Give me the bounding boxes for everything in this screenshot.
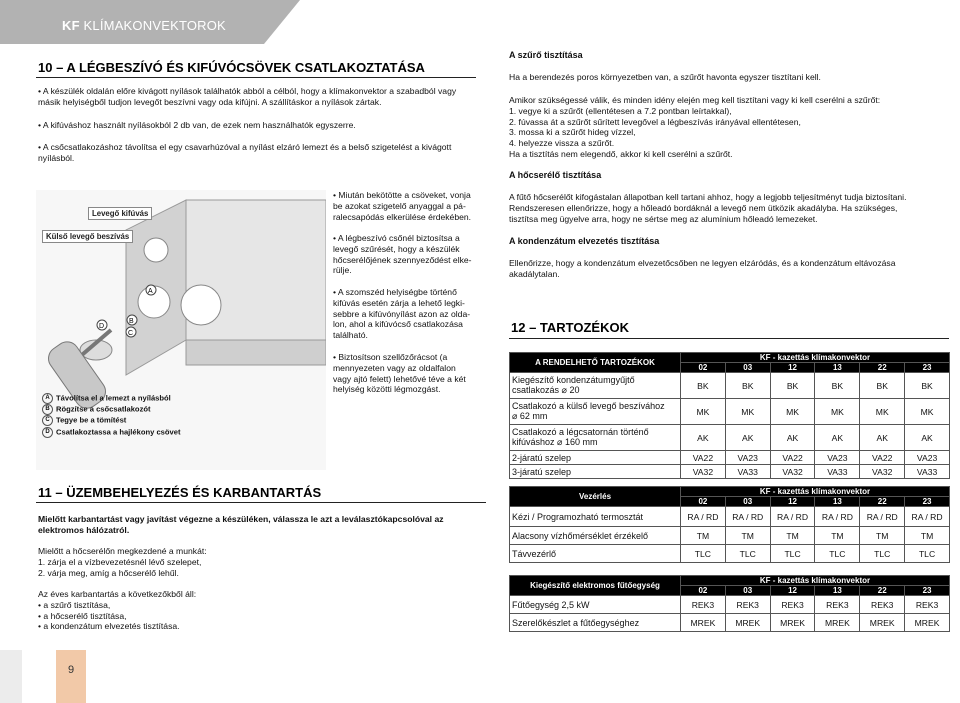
size-col: 22	[860, 363, 905, 373]
cond-text: Ellenőrizze, hogy a kondenzátum elvezetőcsőben ne legyen elzáródás, és a kondenzátum eltávozása akadálytalan.	[509, 258, 896, 279]
legend-key: A	[42, 393, 53, 404]
size-col: 02	[681, 363, 726, 373]
section-10-title: 10 – A LÉGBESZÍVÓ ÉS KIFÚVÓCSÖVEK CSATLAKOZTATÁSA	[38, 60, 425, 75]
svg-text:D: D	[99, 323, 105, 330]
cond-title: A kondenzátum elvezetés tisztítása	[509, 236, 660, 246]
legend-item	[42, 404, 181, 415]
table-row: Távvezérlő TLC TLC TLC TLC TLC TLC	[510, 545, 950, 563]
page-number: 9	[67, 664, 75, 676]
s11-annual-maintenance: Az éves karbantartás a következőkből áll: • a szűrő tisztítása, • a hőcserélő tisztítása, • a kondenzátum elvezetés tisztítása.	[38, 589, 197, 632]
row-label: 2-járatú szelep	[510, 451, 681, 465]
size-col: 13	[815, 363, 860, 373]
row-label: 3-járatú szelep	[510, 465, 681, 479]
section-12-rule	[509, 338, 949, 339]
table-title: A RENDELHETŐ TARTOZÉKOK	[510, 353, 681, 373]
legend-text: Rögzítse a csőcsatlakozót	[56, 404, 151, 414]
table-title: Vezérlés	[510, 487, 681, 507]
page-number-box	[56, 650, 86, 703]
svg-text:B: B	[129, 318, 134, 325]
s10-bullet-2: • A kifúváshoz használt nyílásokból 2 db van, de ezek nem használhatók egyszerre.	[38, 120, 356, 130]
section-11-title: 11 – ÜZEMBEHELYEZÉS ÉS KARBANTARTÁS	[38, 485, 322, 500]
size-col: 23	[905, 363, 950, 373]
size-col: 12	[770, 363, 815, 373]
mid-bullet-2: • A légbeszívó csőnél biztosítsa a levegő szűrését, hogy a készülék hőcserélőjének szennyeződést elke- rülje.	[333, 233, 472, 276]
row-label: Csatlakozó a külső levegő beszívához ⌀ 62 mm	[510, 399, 681, 425]
legend-text: Tegye be a tömítést	[56, 415, 127, 425]
accessories-table	[509, 352, 950, 479]
model-header: KF - kazettás klímakonvektor	[681, 576, 950, 586]
filter-title: A szűrő tisztítása	[509, 50, 583, 60]
legend-item	[42, 427, 181, 438]
hx-text: A fűtő hőcserélőt kifogástalan állapotban kell tartani ahhoz, hogy a legjobb teljesítményt tudja biztosítani. Rendszeresen ellenőrizze, hogy a hőleadó bordáknál a levegő nem ütközik akadályba. Ha szükséges, tisztítsa meg ügyelve arra, hogy ne sértse meg az alumínium hőleadó lemezeket.	[509, 192, 907, 224]
label-air-outlet: Levegő kifúvás	[88, 207, 152, 220]
s10-bullet-3: • A csőcsatlakozáshoz távolítsa el egy csavarhúzóval a nyílást elzáró lemezt és a belső szigetelést a kivágott nyílásból.	[38, 142, 452, 163]
legend-key: C	[42, 415, 53, 426]
section-11-rule	[36, 502, 486, 503]
brand-mark: KF	[62, 18, 80, 33]
label-air-intake: Külső levegő beszívás	[42, 230, 133, 243]
table-row: 3-járatú szelep VA32 VA33 VA32 VA33 VA32 VA33	[510, 465, 950, 479]
s11-before-work: Mielőtt a hőcserélőn megkezdené a munkát: 1. zárja el a vízbevezetésnél lévő szelepet, 2. várja meg, amíg a hőcserélő lehűl.	[38, 546, 207, 578]
legend-text: Távolítsa el a lemezt a nyílásból	[56, 393, 171, 403]
legend-key: D	[42, 427, 53, 438]
footer-band	[0, 650, 22, 703]
size-col: 03	[725, 363, 770, 373]
mid-bullet-3: • A szomszéd helyiségbe történő kifúvás esetén zárja a lehető legki- sebbre a kifúvónyílást azon az olda- lon, ahol a kifúvócső csatlakozása található.	[333, 287, 471, 341]
row-label: Szerelőkészlet a fűtőegységhez	[510, 614, 681, 632]
table-row: Csatlakozó a külső levegő beszívához ⌀ 62 mm MK MK MK MK MK MK	[510, 399, 950, 425]
legend-text: Csatlakoztassa a hajlékony csövet	[56, 427, 181, 437]
control-table: Vezérlés KF - kazettás klímakonvektor 02 03 12 13 22 23 Kézi / Programozható termosztát RA / RD RA / RD RA / RD RA / RD RA / RD RA / RD Alacsony vízhőmérséklet érzékelő TM TM TM TM TM TM Távvezérlő TLC TLC TLC TLC TLC TLC	[509, 486, 950, 563]
mid-bullet-4: • Biztosítson szellőzőrácsot (a mennyezeten vagy az oldalfalon vagy ajtó felett) lehetővé téve a két helyiség közötti légmozgást.	[333, 352, 466, 395]
legend-key: B	[42, 404, 53, 415]
svg-text:A: A	[148, 288, 153, 295]
header-section: KLÍMAKONVEKTOROK	[83, 18, 226, 33]
table-row: Alacsony vízhőmérséklet érzékelő TM TM TM TM TM TM	[510, 527, 950, 545]
legend-item	[42, 415, 181, 426]
filter-steps: Amikor szükségessé válik, és minden idény elején meg kell tisztítani vagy ki kell cserélni a szűrőt: 1. vegye ki a szűrőt (ellentétesen a 7.2 pontban leírtakkal), 2. fúvassa át a szűrőt sűrített levegővel a légbeszívás irányával ellentétesen, 3. mossa ki a szűrőt hideg vízzel, 4. helyezze vissza a szűrőt. Ha a tisztítás nem elegendő, akkor ki kell cserélni a szűrőt.	[509, 95, 881, 159]
heater-table: Kiegészítő elektromos fűtőegység KF - kazettás klímakonvektor 02 03 12 13 22 23 Fűtőegység 2,5 kW REK3 REK3 REK3 REK3 REK3 REK3 Szerelőkészlet a fűtőegységhez MREK MREK MREK MREK MREK MREK	[509, 575, 950, 632]
table-row: Kiegészítő kondenzátumgyűjtő csatlakozás ⌀ 20 BK BK BK BK BK BK	[510, 373, 950, 399]
mid-bullet-1: • Miután bekötötte a csöveket, vonja be azokat szigetelő anyaggal a pá- ralecsapódás elkerülése érdekében.	[333, 190, 472, 222]
table-row: 2-járatú szelep VA22 VA23 VA22 VA23 VA22 VA23	[510, 451, 950, 465]
row-label: Alacsony vízhőmérséklet érzékelő	[510, 527, 681, 545]
s10-bullet-1: • A készülék oldalán előre kivágott nyílások találhatók abból a célból, hogy a klímakonvektor a szabadból vagy másik helyiségből tudjon levegőt beszívni vagy oda kifújni. A szállításkor a nyílások zártak.	[38, 86, 457, 107]
model-header: KF - kazettás klímakonvektor	[681, 353, 950, 363]
svg-text:C: C	[128, 330, 134, 337]
row-label: Kiegészítő kondenzátumgyűjtő csatlakozás ⌀ 20	[510, 373, 681, 399]
section-10-rule	[36, 77, 476, 78]
s11-warning: Mielőtt karbantartást vagy javítást végezne a készüléken, válassza le azt a leválasztókapcsolóval az elektromos hálózatról.	[38, 514, 444, 535]
hx-title: A hőcserélő tisztítása	[509, 170, 602, 180]
row-label: Fűtőegység 2,5 kW	[510, 596, 681, 614]
row-label: Kézi / Programozható termosztát	[510, 507, 681, 527]
row-label: Távvezérlő	[510, 545, 681, 563]
table-title: Kiegészítő elektromos fűtőegység	[510, 576, 681, 596]
section-12-title: 12 – TARTOZÉKOK	[511, 320, 629, 335]
row-label: Csatlakozó a légcsatornán történő kifúváshoz ⌀ 160 mm	[510, 425, 681, 451]
table-row: Szerelőkészlet a fűtőegységhez MREK MREK MREK MREK MREK MREK	[510, 614, 950, 632]
table-row: Fűtőegység 2,5 kW REK3 REK3 REK3 REK3 REK3 REK3	[510, 596, 950, 614]
model-header: KF - kazettás klímakonvektor	[681, 487, 950, 497]
filter-p1: Ha a berendezés poros környezetben van, a szűrőt havonta egyszer tisztítani kell.	[509, 72, 821, 82]
legend-item	[42, 393, 181, 404]
table-row: Csatlakozó a légcsatornán történő kifúváshoz ⌀ 160 mm AK AK AK AK AK AK	[510, 425, 950, 451]
figure-legend	[42, 393, 181, 438]
table-row: Kézi / Programozható termosztát RA / RD RA / RD RA / RD RA / RD RA / RD RA / RD	[510, 507, 950, 527]
header-title	[62, 18, 226, 33]
